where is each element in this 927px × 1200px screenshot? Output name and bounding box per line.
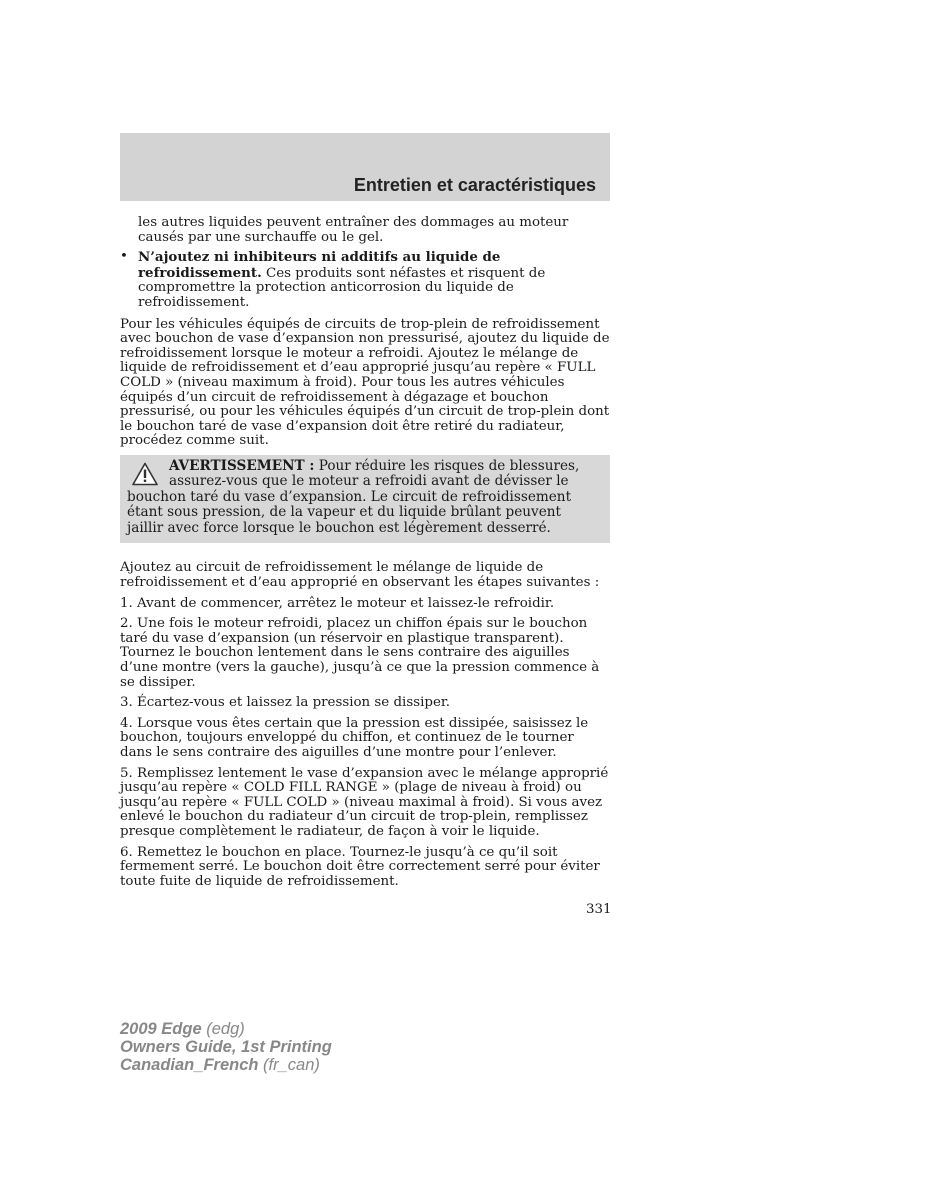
intro-continuation-text: les autres liquides peuvent entraîner des dommages au moteur causés par une surchauffe ou le gel.	[138, 215, 569, 245]
coolant-overflow-paragraph: Pour les véhicules équipés de circuits de trop-plein de refroidissement avec bouchon de vase d’expansion non pressurisé, ajoutez du liquide de refroidissement lorsque le moteur a refroidi. Ajoutez le mélange de liquide de refroidissement et d’eau approprié jusqu’au repère « FULL COLD » (niveau maximum à froid). Pour tous les autres véhicules équipés d’un circuit de refroidissement à dégazage et bouchon pressurisé, ou pour les véhicules équipés d’un circuit de trop-plein dont le bouchon taré de vase d’expansion doit être retiré du radiateur, procédez comme suit.	[120, 316, 610, 449]
steps-intro: Ajoutez au circuit de refroidissement le mélange de liquide de refroidissement et d’eau approprié en observant les étapes suivantes :	[120, 560, 600, 590]
footer-line-3	[120, 1056, 332, 1074]
footer-line-1	[120, 1020, 332, 1038]
warning-line-1-text: Pour réduire les risques de blessures,	[314, 457, 580, 474]
warning-line-2: assurez-vous que le moteur a refroidi avant de dévisser le	[169, 473, 569, 490]
warning-box	[120, 455, 610, 544]
warning-rest-text: bouchon taré du vase d’expansion. Le circuit de refroidissement étant sous pression, de la vapeur et du liquide brûlant peuvent jaillir avec force lorsque le bouchon est légèrement desserré.	[127, 488, 572, 536]
warning-line-1	[169, 459, 592, 475]
step-3: 3. Écartez-vous et laissez la pression se dissiper.	[120, 695, 451, 711]
warning-triangle-icon	[132, 462, 158, 486]
warning-head	[127, 459, 592, 490]
bullet-text: Ces produits sont néfastes et risquent de compromettre la protection anticorrosion du liquide de refroidissement.	[138, 265, 546, 310]
footer-model-code: (edg)	[201, 1020, 245, 1038]
bullet-dot-icon: •	[120, 249, 128, 265]
step-5: 5. Remplissez lentement le vase d’expansion avec le mélange approprié jusqu’au repère « COLD FILL RANGE » (plage de niveau à froid) ou jusqu’au repère « FULL COLD » (niveau maximal à froid). Si vous avez enlevé le bouchon du radiateur d’un circuit de trop-plein, remplissez presque complètement le radiateur, de façon à voir le liquide.	[120, 765, 609, 839]
footer-model: 2009 Edge	[120, 1020, 202, 1038]
step-1: 1. Avant de commencer, arrêtez le moteur et laissez-le refroidir.	[120, 595, 555, 611]
footer-print-info	[120, 1020, 332, 1074]
footer-line-2: Owners Guide, 1st Printing	[120, 1038, 332, 1056]
page-number: 331	[586, 902, 612, 917]
footer-language-code: (fr_can)	[258, 1056, 320, 1074]
bullet-bold-text: N’ajoutez ni inhibiteurs ni additifs au liquide de refroidissement.	[138, 249, 501, 281]
section-header-band	[120, 133, 610, 201]
footer-language: Canadian_French	[120, 1056, 259, 1074]
step-6: 6. Remettez le bouchon en place. Tournez-le jusqu’à ce qu’il soit fermement serré. Le bouchon doit être correctement serré pour éviter toute fuite de liquide de refroidissement.	[120, 844, 600, 889]
bullet-item	[120, 250, 610, 310]
warning-label: AVERTISSEMENT :	[169, 457, 315, 474]
page-content	[120, 216, 610, 895]
step-2: 2. Une fois le moteur refroidi, placez un chiffon épais sur le bouchon taré du vase d’expansion (un réservoir en plastique transparent). Tournez le bouchon lentement dans le sens contraire des aiguilles d’une montre (vers la gauche), jusqu’à ce que la pression commence à se dissiper.	[120, 616, 600, 690]
section-title: Entretien et caractéristiques	[353, 175, 596, 195]
step-4: 4. Lorsque vous êtes certain que la pression est dissipée, saisissez le bouchon, toujours enveloppé du chiffon, et continuez de le tourner dans le sens contraire des aiguilles d’une montre pour l’enlever.	[120, 715, 589, 760]
